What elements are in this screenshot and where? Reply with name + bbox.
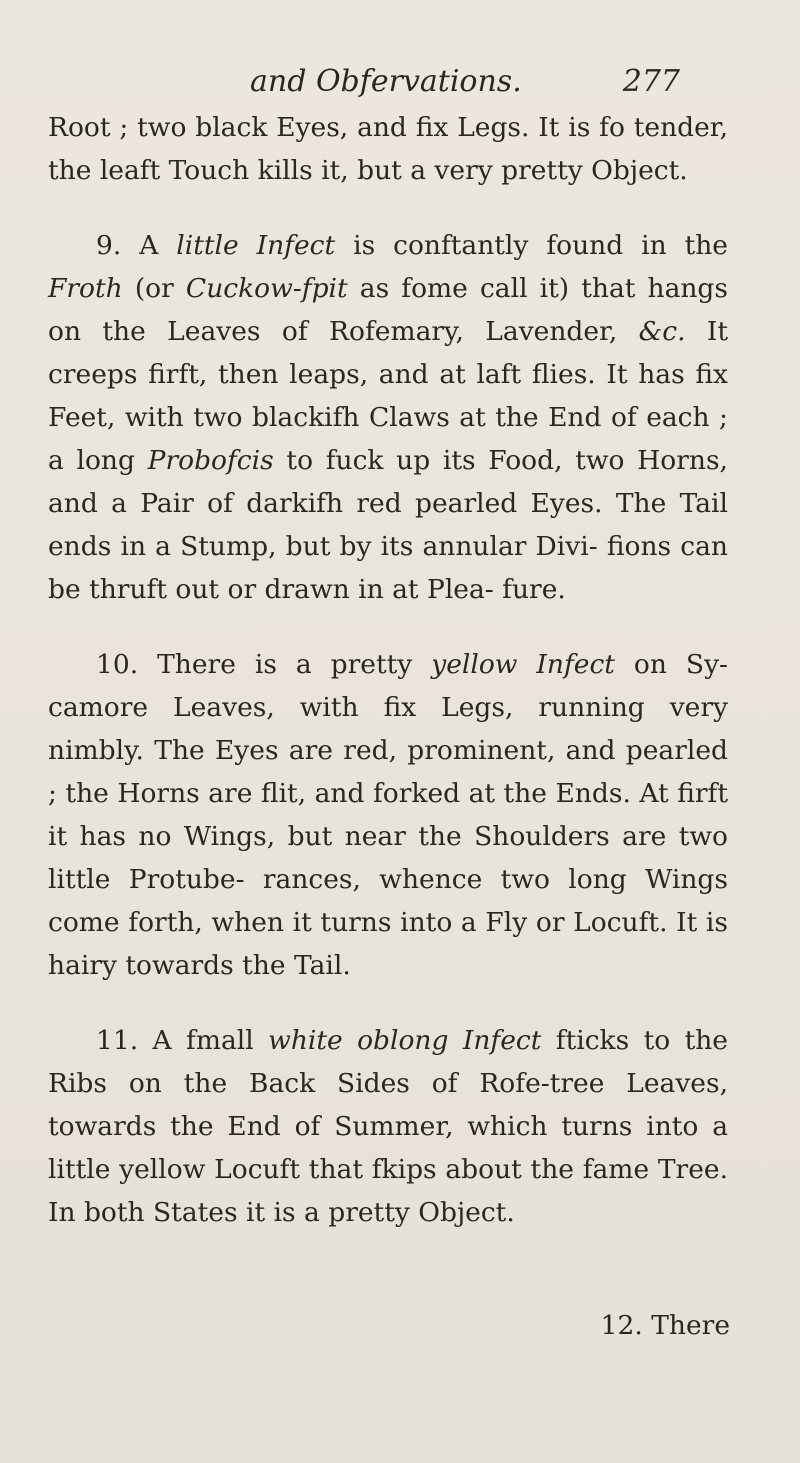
text-run: 11. A fmall xyxy=(96,1025,269,1056)
catchword: 12. There xyxy=(600,1310,730,1341)
text-run: It creeps firft, then leaps, and at laft flies. It has fix Feet, with two blackifh Claws at the End of each ; a long xyxy=(48,316,729,476)
text-run: (or xyxy=(122,273,186,304)
paragraph-10 xyxy=(48,643,728,987)
paragraph-11 xyxy=(48,1019,728,1234)
running-head-title: and Obfervations. xyxy=(250,64,522,99)
italic-run: yellow Infect xyxy=(431,649,615,680)
page-number: 277 xyxy=(622,64,680,99)
text-run: on Sy- camore Leaves, with fix Legs, running very nimbly. The Eyes are red, prominent, and pearled ; the Horns are flit, and forked at the Ends. At firft it has no Wings, but near the Shoulders are two little Protube- rances, whence two long Wings come forth, when it turns into a Fly or Locuft. It is hairy towards the Tail. xyxy=(48,649,728,981)
paragraph-8-continued xyxy=(48,106,728,192)
text-run: Root ; two black Eyes, and fix Legs. It is fo tender, the leaft Touch kills it, but a very pretty Object. xyxy=(48,112,728,186)
text-run: as fome call it) that hangs on the Leaves of Rofemary, Lavender, xyxy=(48,273,728,347)
paragraph-9 xyxy=(48,224,728,611)
italic-run: little Infect xyxy=(176,230,336,261)
text-run: fticks to the Ribs on the Back Sides of Rofe-tree Leaves, towards the End of Summer, which turns into a little yellow Locuft that fkips about the fame Tree. In both States it is a pretty Object. xyxy=(48,1025,728,1228)
italic-run: white oblong Infect xyxy=(268,1025,542,1056)
italic-run: &c. xyxy=(638,316,686,347)
body-text xyxy=(48,106,728,1234)
text-run: 10. There is a pretty xyxy=(96,649,432,680)
italic-run: Cuckow-fpit xyxy=(185,273,348,304)
running-head xyxy=(250,64,680,108)
text-run: 9. A xyxy=(96,230,177,261)
text-run: is conftantly found in the xyxy=(335,230,728,261)
italic-run: Froth xyxy=(48,273,123,304)
text-run: to fuck up its Food, two Horns, and a Pair of darkifh red pearled Eyes. The Tail ends in a Stump, but by its annular Divi- fions can be thruft out or drawn in at Plea- fure. xyxy=(48,445,728,605)
italic-run: Probofcis xyxy=(147,445,274,476)
